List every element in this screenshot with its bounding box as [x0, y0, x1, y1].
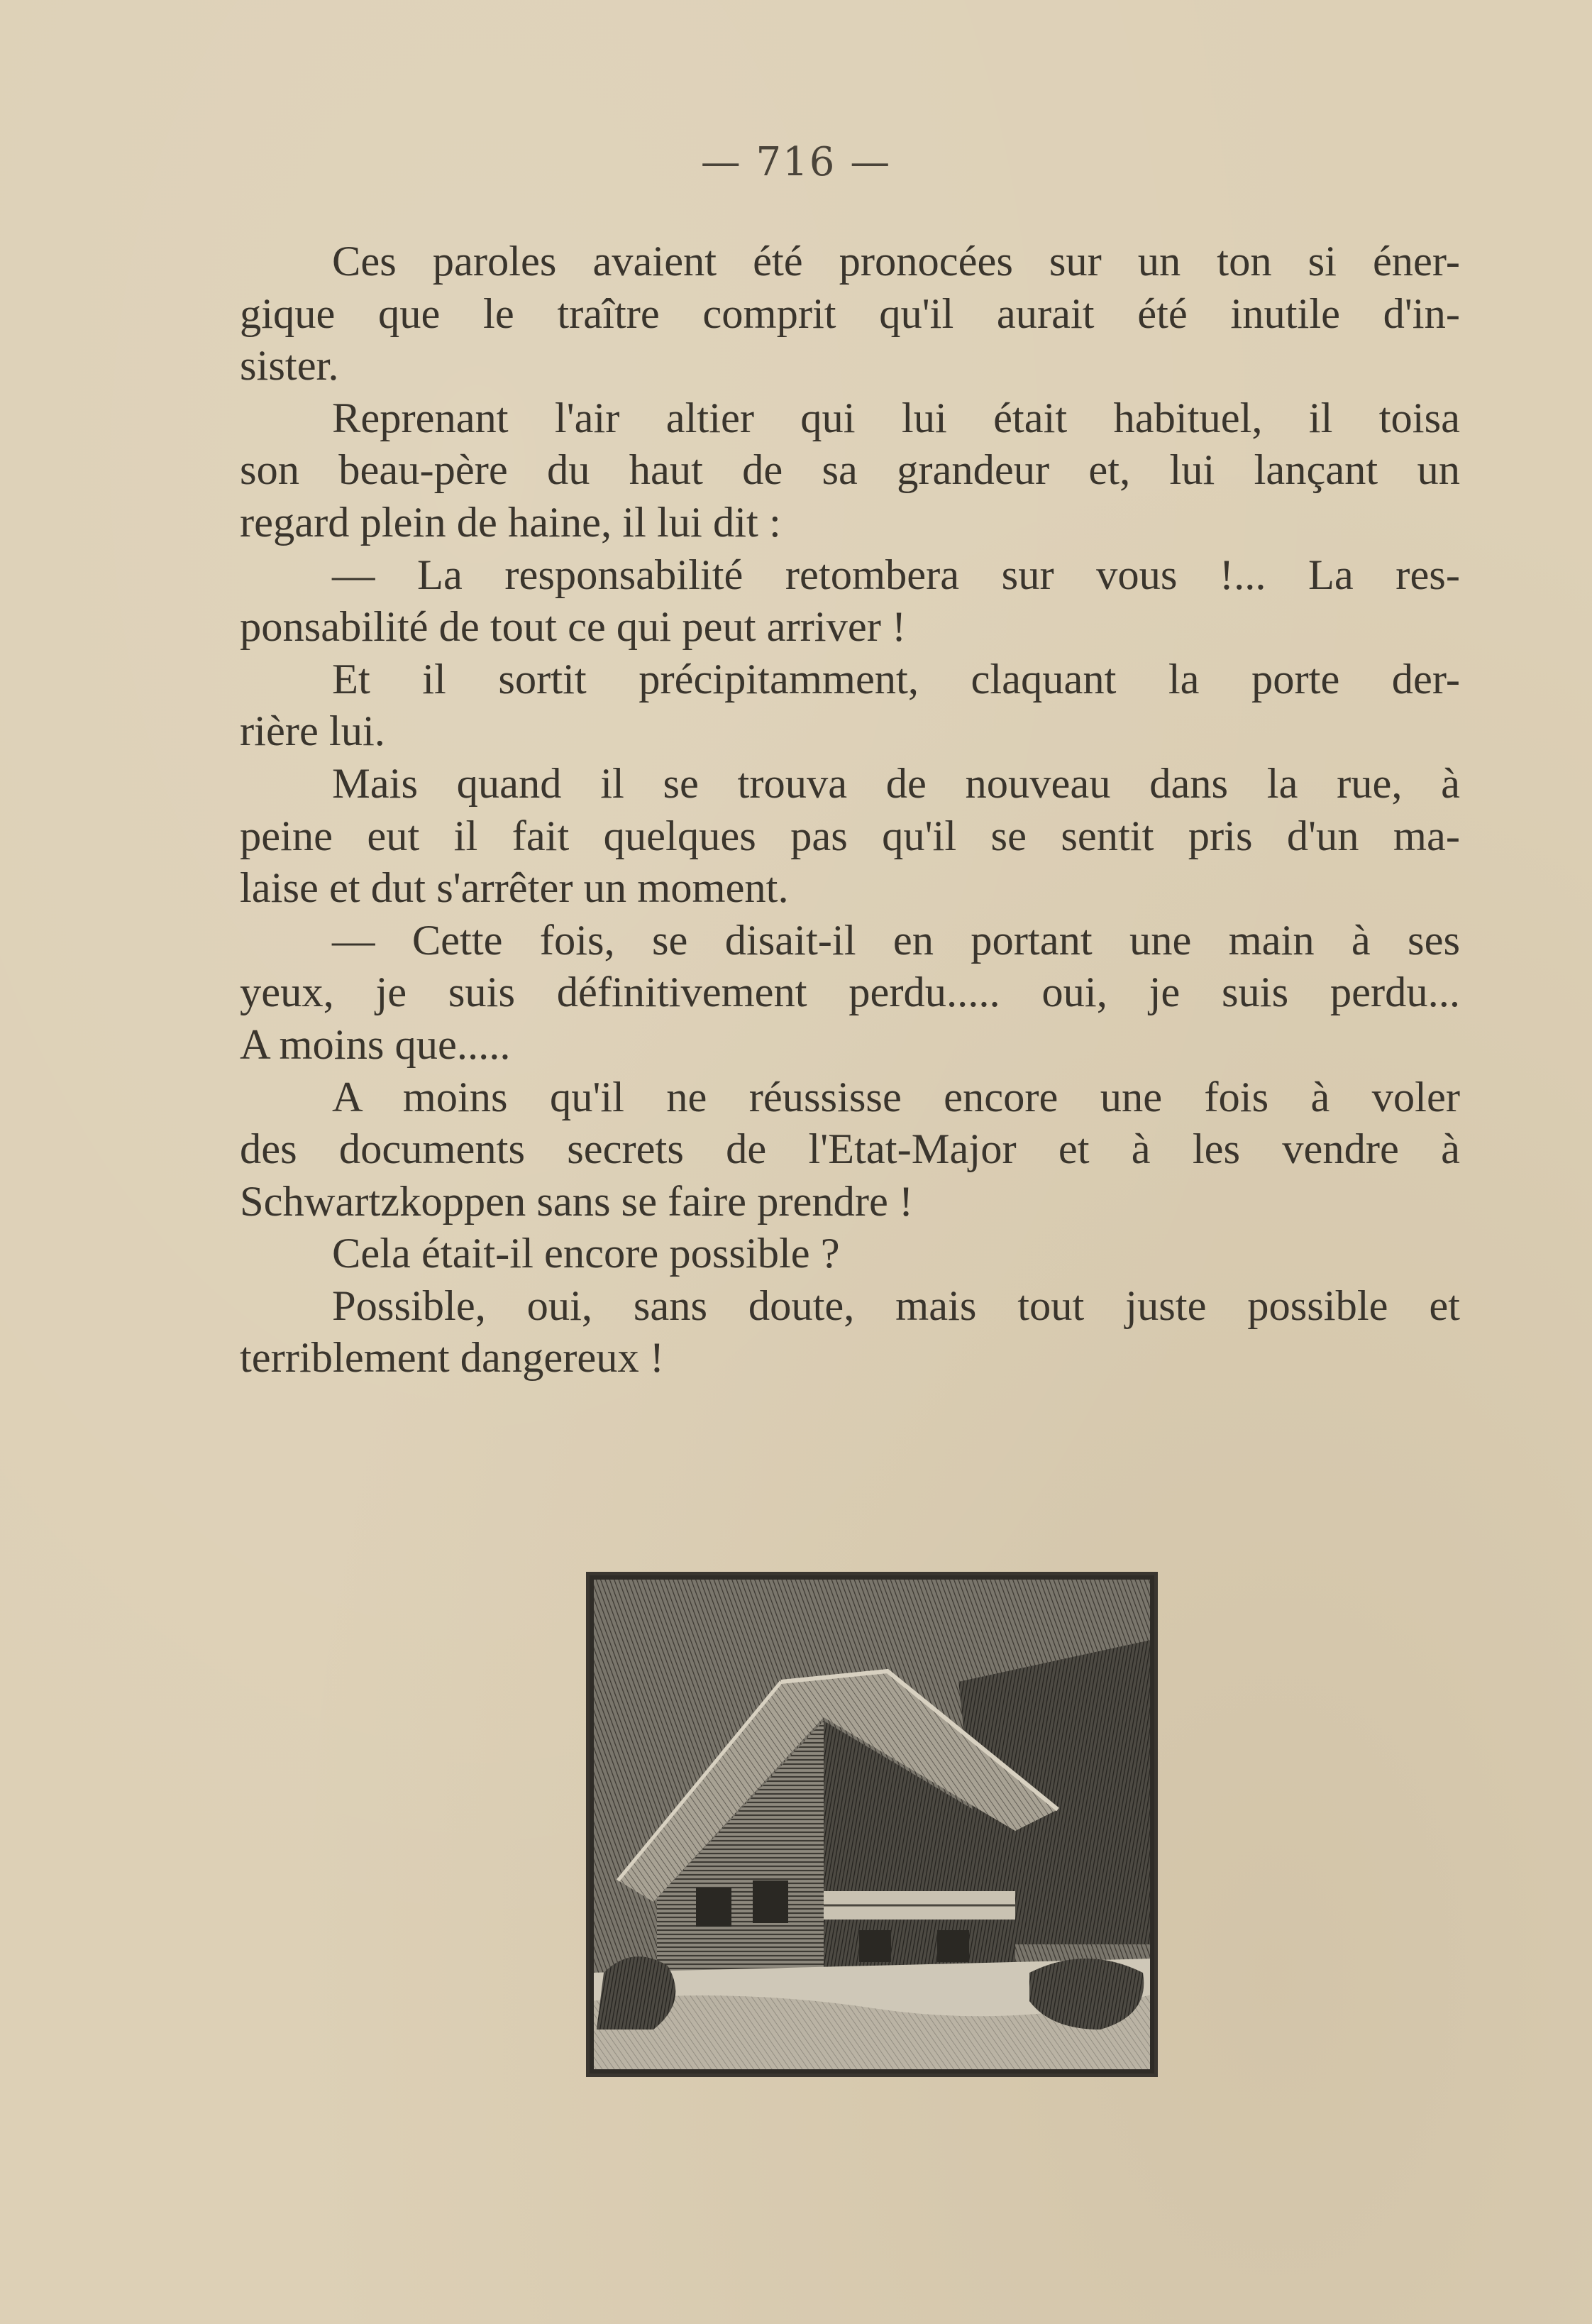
text-line: — La responsabilité retombera sur vous !... La res-	[332, 551, 1460, 599]
text-line: A moins qu'il ne réussisse encore une fois à voler	[332, 1073, 1460, 1121]
text-line: terriblement dangereux !	[240, 1334, 664, 1382]
text-line: des documents secrets de l'Etat-Major et à les vendre à	[240, 1125, 1460, 1174]
text-line: yeux, je suis définitivement perdu..... oui, je suis perdu...	[240, 969, 1460, 1017]
page-number: — 716 —	[700, 139, 892, 185]
text-line: A moins que.....	[240, 1020, 511, 1069]
text-line: laise et dut s'arrêter un moment.	[240, 864, 789, 913]
text-line: Schwartzkoppen sans se faire prendre !	[240, 1177, 914, 1226]
body-text	[240, 236, 1460, 1384]
window	[696, 1888, 731, 1927]
woodcut-illustration	[586, 1572, 1158, 2077]
text-line: regard plein de haine, il lui dit :	[240, 498, 781, 546]
text-line: sister.	[240, 342, 339, 390]
text-line: rière lui.	[240, 707, 385, 756]
window	[859, 1930, 891, 1962]
text-line: Cela était-il encore possible ?	[332, 1230, 840, 1278]
text-line: son beau-père du haut de sa grandeur et, lui lançant un	[240, 446, 1460, 495]
text-line: Reprenant l'air altier qui lui était habituel, il toisa	[332, 394, 1460, 442]
text-line: Possible, oui, sans doute, mais tout juste possible et	[332, 1282, 1460, 1330]
chalet-woodcut-image	[590, 1575, 1154, 2074]
text-line: gique que le traître comprit qu'il aurait été inutile d'in-	[240, 290, 1460, 338]
text-line: ponsabilité de tout ce qui peut arriver !	[240, 603, 907, 651]
text-line: — Cette fois, se disait-il en portant une main à ses	[332, 916, 1460, 964]
text-line: Ces paroles avaient été pronocées sur un ton si éner-	[332, 238, 1460, 285]
window	[753, 1880, 788, 1923]
text-line: peine eut il fait quelques pas qu'il se sentit pris d'un ma-	[240, 812, 1460, 860]
window	[937, 1930, 969, 1962]
text-line: Mais quand il se trouva de nouveau dans la rue, à	[332, 759, 1460, 808]
text-line: Et il sortit précipitamment, claquant la porte der-	[332, 655, 1460, 703]
